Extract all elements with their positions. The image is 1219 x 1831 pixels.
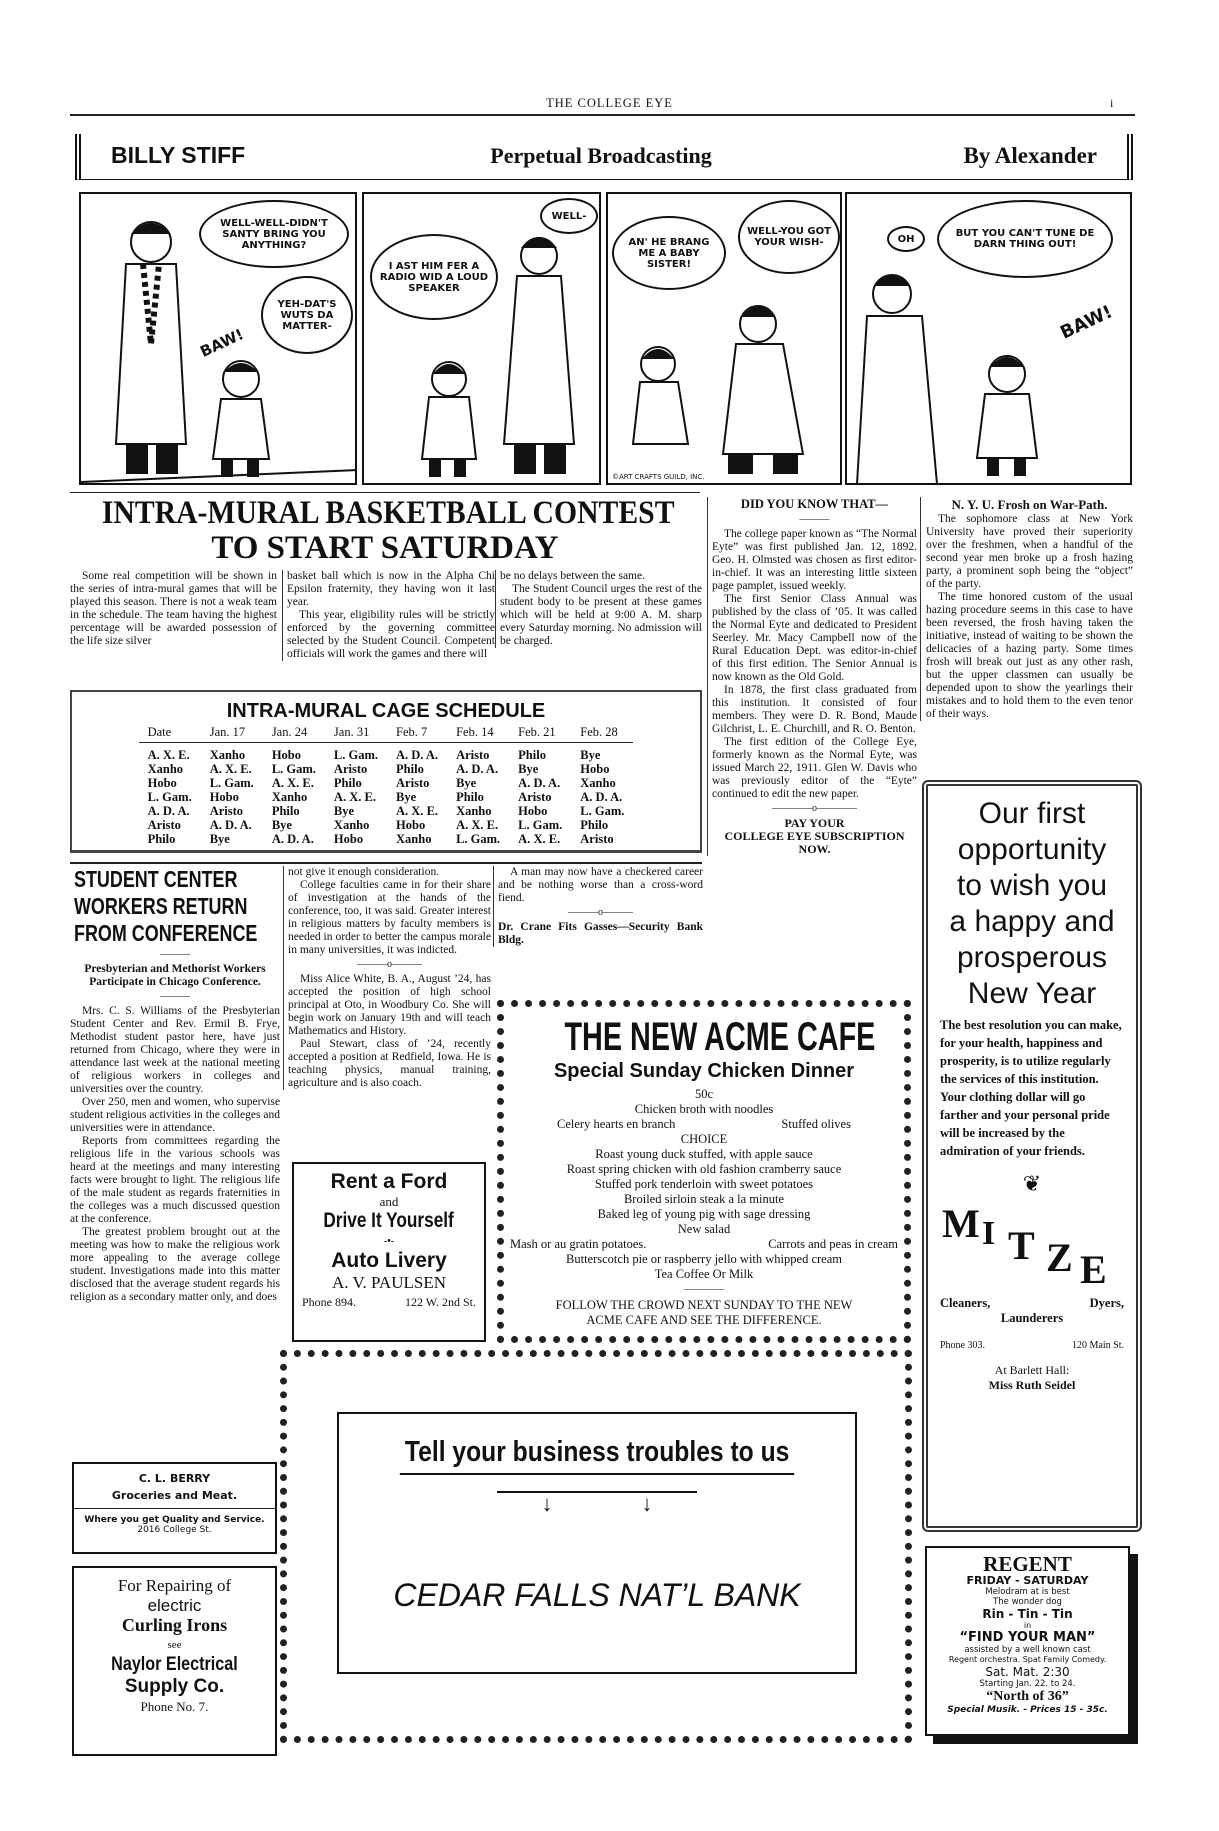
schedule-cell: A. D. A. bbox=[456, 762, 499, 776]
schedule-cell: Feb. 21 bbox=[509, 725, 571, 743]
schedule-cell: Jan. 17 bbox=[201, 725, 263, 743]
schedule-cell: A. D. A. bbox=[209, 818, 252, 832]
menu-item: Chicken broth with noodles bbox=[634, 1102, 774, 1116]
speech-bubble: YEH-DAT'S WUTS DA MATTER- bbox=[261, 276, 353, 354]
schedule-cell: Philo bbox=[271, 804, 300, 818]
student-center-continued bbox=[283, 866, 491, 1090]
schedule-cell: Philo bbox=[580, 818, 609, 832]
speech-bubble: WELL- bbox=[540, 198, 598, 234]
separator: ———o——— bbox=[568, 907, 633, 918]
comic-byline: By Alexander bbox=[963, 143, 1097, 168]
schedule-cell: A. X. E. bbox=[456, 818, 499, 832]
separator: ————o———— bbox=[772, 803, 857, 814]
paragraph: Some real competition will be shown in the series of intra-mural games that will be played this season. There is not a weak team in the schedule. The team having the highest percentage will be awarded possession of the life size silver bbox=[70, 570, 277, 647]
schedule-cell: L. Gam. bbox=[456, 832, 501, 846]
cafe-subtitle: Special Sunday Chicken Dinner bbox=[553, 1060, 855, 1082]
basketball-col-2 bbox=[282, 570, 495, 661]
schedule-cell: Hobo bbox=[271, 748, 301, 762]
schedule-cell: Xanho bbox=[147, 762, 184, 776]
headline-line: Our first bbox=[978, 797, 1086, 830]
headline-line: WORKERS RETURN bbox=[74, 893, 248, 919]
comic-title-bar bbox=[75, 134, 1133, 180]
schedule-cell: L. Gam. bbox=[209, 776, 254, 790]
separator-mark: o bbox=[812, 803, 817, 814]
ad-line: The wonder dog bbox=[993, 1597, 1062, 1607]
menu-item: Roast young duck stuffed, with apple sauce bbox=[595, 1147, 813, 1161]
logo-letter: Z bbox=[1046, 1235, 1073, 1280]
bank-ad bbox=[280, 1350, 912, 1743]
schedule-cell: Aristo bbox=[456, 748, 490, 762]
menu-item: Roast spring chicken with old fashion cramberry sauce bbox=[566, 1162, 842, 1176]
schedule-cell: Philo bbox=[147, 832, 176, 846]
paragraph: This year, eligibility rules will be strictly enforced by the governing committee selected by the Student Council. Competent officials will work the games and there will bbox=[287, 609, 495, 660]
schedule-row bbox=[139, 743, 634, 763]
schedule-cell: Feb. 28 bbox=[571, 725, 633, 743]
schedule-cell: Aristo bbox=[333, 762, 368, 776]
schedule-cell: A. D. A. bbox=[518, 776, 561, 790]
ad-line: in bbox=[1023, 1621, 1032, 1630]
paragraph: The time honored custom of the usual hazing procedure seems in this case to have been reversed, the frosh having taken the initiative, instead of waiting to be shown the delicacies of a hazing party. Some times frosh will break out just as any other rash, but the upper classmen can usually be depended upon to show the yearlings their mistakes and to hold them to the even tenor of their ways. bbox=[926, 591, 1133, 720]
schedule-cell: Philo bbox=[456, 790, 484, 804]
schedule-cell: Philo bbox=[396, 762, 424, 776]
bank-slogan: Tell your business troubles to us bbox=[400, 1436, 795, 1475]
ad-line: Starting Jan. 22. to 24. bbox=[979, 1679, 1076, 1689]
mitze-logo bbox=[934, 1201, 1130, 1292]
schedule-cell: Bye bbox=[518, 762, 539, 776]
film-title: “FIND YOUR MAN” bbox=[959, 1630, 1096, 1645]
paragraph: Over 250, men and women, who supervise student religious activities in the colleges and universities were in attendance. bbox=[70, 1096, 280, 1134]
schedule-cell: Bye bbox=[396, 790, 417, 804]
speech-bubble: WELL-YOU GOT YOUR WISH- bbox=[738, 200, 840, 274]
ad-address: 120 Main St. bbox=[1072, 1340, 1124, 1351]
schedule-cell: Bye bbox=[209, 832, 230, 846]
comic-panel-3 bbox=[606, 192, 842, 485]
menu-item: Baked leg of young pig with sage dressing bbox=[597, 1207, 811, 1221]
schedule-row bbox=[139, 804, 634, 818]
short-rule: ——— bbox=[799, 514, 830, 525]
paragraph: College faculties came in for their share of investigation at the hands of the conference, too, it was said. Greater interest in religious matters by faculty members is needed in order to better the campus morale in many universities, it was indicted. bbox=[288, 879, 491, 956]
schedule-cell: Jan. 24 bbox=[263, 725, 325, 743]
schedule-cell: Xanho bbox=[396, 832, 432, 846]
article-subhead: Presbyterian and Methorist Workers Participate in Chicago Conference. bbox=[84, 963, 266, 988]
schedule-cell: Aristo bbox=[518, 790, 552, 804]
basketball-col-1 bbox=[70, 570, 277, 648]
schedule-cell: A. D. A. bbox=[271, 832, 314, 846]
ad-line: and bbox=[379, 1194, 399, 1209]
schedule-cell: A. D. A. bbox=[580, 790, 623, 804]
menu-item: Stuffed pork tenderloin with sweet potatoes bbox=[594, 1177, 814, 1191]
schedule-cell: A. X. E. bbox=[271, 776, 314, 790]
schedule-row bbox=[139, 790, 634, 804]
show-days: FRIDAY - SATURDAY bbox=[966, 1574, 1089, 1587]
headline-line: prosperous bbox=[956, 941, 1108, 974]
schedule-cell: Philo bbox=[518, 748, 546, 762]
business-name: A. V. PAULSEN bbox=[331, 1273, 446, 1292]
speech-bubble: I AST HIM FER A RADIO WID A LOUD SPEAKER bbox=[370, 234, 498, 320]
service-label: Launderers bbox=[1000, 1311, 1064, 1325]
schedule-cell: A. D. A. bbox=[147, 804, 190, 818]
paragraph: The college paper known as “The Normal Eyte” was first published Jan. 12, 1892. Geo. H. Olmsted was chosen as first editor-in-chief. It was an interesting little sixteen page pamplet, issued weekly. bbox=[712, 528, 917, 592]
ad-headline bbox=[934, 796, 1130, 1012]
schedule-cell: Hobo bbox=[209, 790, 239, 804]
schedule-cell: L. Gam. bbox=[333, 748, 379, 762]
schedule-cell: Xanho bbox=[580, 776, 616, 790]
notice-line: PAY YOUR bbox=[784, 816, 845, 830]
paragraph: basket ball which is now in the Alpha Chi Epsilon fraternity, they having won it last year. bbox=[287, 570, 495, 608]
masthead-rule bbox=[70, 114, 1135, 116]
short-rule: ——— bbox=[160, 991, 190, 1002]
paragraph: In 1878, the first class graduated from this institution. It consisted of four members. They were D. R. Bond, Maude Gilchrist, L. E. Churchill, and R. O. Benton. bbox=[712, 684, 917, 735]
menu-item: Tea Coffee Or Milk bbox=[654, 1267, 754, 1281]
theater-name: REGENT bbox=[983, 1552, 1072, 1576]
schedule-cell: Bye bbox=[271, 818, 292, 832]
schedule-cell: Philo bbox=[333, 776, 362, 790]
paragraph: Mrs. C. S. Williams of the Presbyterian Student Center and Rev. Ermil B. Frye, Methodist student pastor here, have just returned from Chicago, where they were in attendance last week at the national meeting of religious workers in colleges and universities over the country. bbox=[70, 1005, 280, 1095]
service-label: Cleaners, bbox=[940, 1296, 991, 1310]
comic-panel-2 bbox=[362, 192, 601, 485]
schedule-cell: Bye bbox=[580, 748, 601, 762]
ad-line: see bbox=[167, 1638, 182, 1651]
speech-bubble: OH bbox=[887, 226, 925, 252]
ad-line: Where you get Quality and Service. bbox=[84, 1515, 265, 1525]
dinner-price: 50c bbox=[694, 1087, 714, 1101]
ad-prices: Special Musik. - Prices 15 - 35c. bbox=[947, 1705, 1108, 1715]
schedule-cell: A. X. E. bbox=[396, 804, 439, 818]
nyu-column bbox=[920, 497, 1133, 721]
schedule-cell: Hobo bbox=[333, 832, 364, 846]
filler-column bbox=[493, 866, 703, 947]
headline-line: STUDENT CENTER bbox=[74, 866, 238, 892]
page-marker: i bbox=[1110, 96, 1114, 110]
schedule-cell: A. D. A. bbox=[396, 748, 439, 762]
did-you-know-column bbox=[707, 497, 919, 856]
headline-line: opportunity bbox=[957, 833, 1107, 866]
schedule-cell: Xanho bbox=[209, 748, 246, 762]
bank-ad-inner bbox=[337, 1412, 857, 1674]
speech-bubble: AN' HE BRANG ME A BABY SISTER! bbox=[612, 216, 726, 290]
logo-letter: E bbox=[1080, 1247, 1107, 1292]
cage-schedule-box bbox=[70, 690, 702, 853]
schedule-cell: A. X. E. bbox=[147, 748, 190, 762]
headline-line: INTRA-MURAL BASKETBALL CONTEST bbox=[101, 495, 675, 531]
agent-label: At Barlett Hall: bbox=[994, 1363, 1070, 1377]
separator: ———o——— bbox=[357, 959, 422, 970]
schedule-cell: Hobo bbox=[518, 804, 548, 818]
notice-line: NOW. bbox=[798, 842, 831, 856]
schedule-cell: Xanho bbox=[271, 790, 308, 804]
naylor-ad bbox=[72, 1566, 277, 1756]
headline-line: TO START SATURDAY bbox=[211, 530, 559, 566]
schedule-cell: A. X. E. bbox=[333, 790, 376, 804]
schedule-row bbox=[139, 818, 634, 832]
schedule-cell: Date bbox=[139, 725, 201, 743]
sound-effect: BAW! bbox=[197, 325, 247, 361]
filler-text: A man may now have a checkered career and be nothing worse than a cross-word fiend. bbox=[498, 866, 703, 904]
schedule-cell: L. Gam. bbox=[580, 804, 625, 818]
comic-panel-1 bbox=[79, 192, 357, 485]
schedule-cell: Aristo bbox=[580, 832, 614, 846]
schedule-cell: Bye bbox=[456, 776, 477, 790]
film-title: “North of 36” bbox=[986, 1689, 1069, 1704]
divider bbox=[70, 492, 700, 493]
basketball-col-3 bbox=[495, 570, 702, 648]
film-star: Rin - Tin - Tin bbox=[982, 1607, 1073, 1621]
column-heading: N. Y. U. Frosh on War-Path. bbox=[951, 497, 1108, 512]
ad-phone: Phone 303. bbox=[940, 1340, 985, 1351]
menu-item: Broiled sirloin steak a la minute bbox=[623, 1192, 785, 1206]
schedule-cell: Feb. 14 bbox=[447, 725, 509, 743]
paragraph: The sophomore class at New York University have proved their superiority over the freshmen, when a handful of the second year men broke up a frosh hazing party, a prominent soph being the “object” of the party. bbox=[926, 513, 1133, 590]
menu-item: Carrots and peas in cream bbox=[768, 1237, 898, 1251]
paragraph: Reports from committees regarding the religious life in the various schools was heard at the meetings and many interesting facts were brought to light. The religious life of the male student as regards fraternities in the colleges was a much discussed question at the conference. bbox=[70, 1135, 280, 1225]
schedule-cell: Xanho bbox=[456, 804, 492, 818]
menu-item: Celery hearts en branch bbox=[557, 1117, 676, 1131]
subscription-notice bbox=[712, 817, 917, 856]
ad-line: electric bbox=[147, 1595, 202, 1615]
schedule-row bbox=[139, 762, 634, 776]
headline-line: a happy and bbox=[949, 905, 1115, 938]
logo-letter: I bbox=[982, 1215, 996, 1252]
filler-ad: Dr. Crane Fits Gasses—Security Bank Bldg. bbox=[498, 921, 703, 946]
ad-address: 122 W. 2nd St. bbox=[404, 1295, 476, 1309]
ad-line: Drive It Yourself bbox=[323, 1209, 455, 1232]
ad-line: Regent orchestra. Spat Family Comedy. bbox=[948, 1655, 1107, 1664]
matinee-time: Sat. Mat. 2:30 bbox=[985, 1665, 1070, 1679]
basketball-headline bbox=[70, 496, 700, 566]
schedule-cell: L. Gam. bbox=[271, 762, 316, 776]
personal-item: Paul Stewart, class of ’24, recently accepted a position at Redfield, Iowa. He is teaching physics, manual training, agriculture and is also coach. bbox=[288, 1038, 491, 1089]
schedule-row bbox=[139, 776, 634, 790]
headline-line: New Year bbox=[967, 977, 1097, 1010]
schedule-cell: Hobo bbox=[396, 818, 426, 832]
menu-item: New salad bbox=[677, 1222, 731, 1236]
schedule-cell: L. Gam. bbox=[518, 818, 563, 832]
comic-figures bbox=[364, 194, 601, 485]
ad-line: Groceries and Meat. bbox=[111, 1489, 238, 1502]
schedule-row bbox=[139, 725, 634, 743]
schedule-cell: Aristo bbox=[396, 776, 430, 790]
cafe-name: THE NEW ACME CAFE bbox=[564, 1015, 876, 1059]
ad-line: Auto Livery bbox=[331, 1249, 447, 1272]
schedule-cell: L. Gam. bbox=[147, 790, 192, 804]
ad-line: assisted by a well known cast bbox=[964, 1645, 1091, 1655]
running-head: THE COLLEGE EYE bbox=[546, 96, 673, 110]
sound-effect: BAW! bbox=[1057, 301, 1116, 344]
paragraph: The first Senior Class Annual was published by the class of ’05. It was called the Normal Eyte and dedicated to President Seerley. Mr. Macy Campbell now of the Rural Education Dept. was editor-in-chief of this first edition. The Senior Annual is now known as the Old Gold. bbox=[712, 593, 917, 683]
paragraph: The first edition of the College Eye, formerly known as the Normal Eyte, was issued March 22, 1911. Glen W. Davis who was previously editor of the “Eyte” continued to edit the new paper. bbox=[712, 736, 917, 800]
menu-item: Butterscotch pie or raspberry jello with whipped cream bbox=[566, 1252, 842, 1266]
ornament-icon: ❦ bbox=[1022, 1171, 1042, 1196]
paragraph: The greatest problem brought out at the meeting was how to make the religious work more appealing to the average college student. Investigations made into this matter disclosed that the average student regards his religion as a secondary matter only, and does bbox=[70, 1226, 280, 1303]
student-center-article bbox=[70, 866, 280, 1304]
comic-subtitle: Perpetual Broadcasting bbox=[490, 143, 712, 168]
ford-ad bbox=[292, 1162, 486, 1342]
ad-line: Melodram at is best bbox=[985, 1587, 1070, 1597]
ad-line: For Repairing of bbox=[117, 1576, 232, 1595]
menu-item: Mash or au gratin potatoes. bbox=[510, 1237, 647, 1251]
down-arrow-icon: ↓ bbox=[541, 1491, 553, 1516]
ad-phone: Phone No. 7. bbox=[140, 1699, 209, 1715]
short-rule: ——— bbox=[160, 949, 190, 960]
paragraph: The Student Council urges the rest of the student body to be present at these games which will be held at 9:00 A. M. sharp every Saturday morning. No admission will be charged. bbox=[500, 583, 702, 647]
speech-bubble: BUT YOU CAN'T TUNE DE DARN THING OUT! bbox=[937, 200, 1113, 278]
speech-bubble: WELL-WELL-DIDN'T SANTY BRING YOU ANYTHING? bbox=[199, 200, 349, 268]
article-headline bbox=[70, 866, 280, 947]
divider bbox=[74, 1508, 275, 1509]
notice-line: COLLEGE EYE SUBSCRIPTION bbox=[724, 829, 905, 843]
schedule-cell: A. X. E. bbox=[209, 762, 252, 776]
menu-item: Stuffed olives bbox=[781, 1117, 851, 1131]
menu-section: CHOICE bbox=[680, 1132, 728, 1146]
schedule-cell: Feb. 7 bbox=[387, 725, 447, 743]
divider bbox=[70, 862, 702, 864]
down-arrow-icon: ↓ bbox=[641, 1491, 653, 1516]
business-name: Naylor Electrical bbox=[111, 1654, 238, 1676]
acme-cafe-ad bbox=[497, 1000, 911, 1343]
headline-line: FROM CONFERENCE bbox=[74, 920, 258, 946]
schedule-cell: Hobo bbox=[580, 762, 610, 776]
schedule-row bbox=[139, 832, 634, 846]
mitze-ad bbox=[922, 780, 1142, 1532]
berry-ad bbox=[72, 1462, 277, 1554]
ad-line: Rent a Ford bbox=[330, 1170, 448, 1193]
schedule-table bbox=[139, 725, 634, 846]
paragraph: be no delays between the same. bbox=[500, 570, 645, 582]
schedule-cell: Bye bbox=[333, 804, 355, 818]
bank-name: CEDAR FALLS NAT’L BANK bbox=[393, 1577, 801, 1613]
ad-line: Curling Irons bbox=[121, 1615, 228, 1636]
regent-ad bbox=[925, 1546, 1130, 1736]
schedule-cell: Aristo bbox=[147, 818, 181, 832]
comic-panel-4 bbox=[845, 192, 1132, 485]
ad-footer: FOLLOW THE CROWD NEXT SUNDAY TO THE NEW ACME CAFE AND SEE THE DIFFERENCE. bbox=[555, 1298, 853, 1327]
service-label: Dyers, bbox=[1089, 1296, 1124, 1310]
agent-name: Miss Ruth Seidel bbox=[988, 1378, 1076, 1392]
business-name: Supply Co. bbox=[124, 1676, 225, 1698]
column-heading: DID YOU KNOW THAT— bbox=[740, 497, 889, 511]
schedule-cell: Jan. 31 bbox=[325, 725, 387, 743]
personal-item: Miss Alice White, B. A., August ’24, has accepted the position of high school principal at Oto, in Woodbury Co. She will begin work on January 19th and will teach Mathematics and History. bbox=[288, 973, 491, 1037]
schedule-cell: A. X. E. bbox=[518, 832, 561, 846]
comic-copyright: ©ART CRAFTS GUILD, INC. bbox=[612, 473, 705, 481]
ad-body: The best resolution you can make, for your health, happiness and prosperity, is to utilize regularly the services of this institution. Your clothing dollar will go farther and your personal pride will be increased by the admiration of your friends. bbox=[940, 1018, 1122, 1158]
business-name: C. L. BERRY bbox=[138, 1472, 211, 1485]
arrow-icons bbox=[497, 1491, 697, 1515]
short-rule: ———— bbox=[684, 1284, 724, 1295]
ornament: -•- bbox=[383, 1236, 395, 1247]
ad-phone: Phone 894. bbox=[302, 1295, 356, 1309]
comic-title: BILLY STIFF bbox=[111, 142, 246, 168]
paragraph: not give it enough consideration. bbox=[288, 866, 440, 878]
schedule-cell: Xanho bbox=[333, 818, 370, 832]
schedule-cell: Hobo bbox=[147, 776, 177, 790]
logo-letter: M bbox=[942, 1201, 980, 1246]
headline-line: to wish you bbox=[956, 869, 1108, 902]
schedule-cell: Aristo bbox=[209, 804, 244, 818]
ad-address: 2016 College St. bbox=[137, 1525, 212, 1535]
schedule-title: INTRA-MURAL CAGE SCHEDULE bbox=[226, 700, 546, 722]
logo-letter: T bbox=[1008, 1223, 1035, 1268]
